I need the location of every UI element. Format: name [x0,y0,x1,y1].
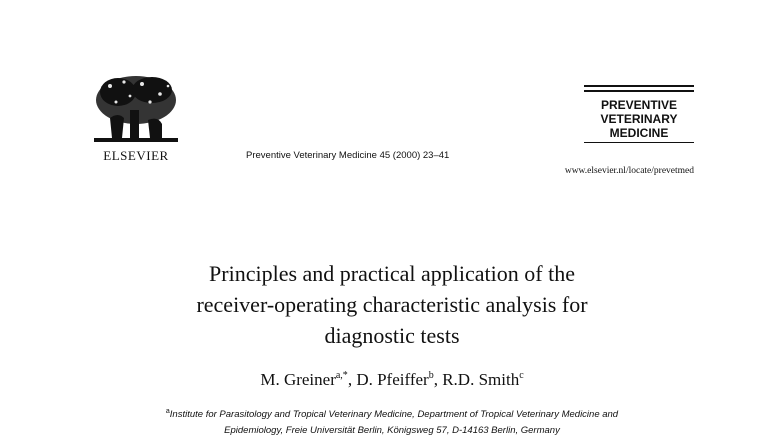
title-line: diagnostic tests [324,323,460,348]
author-name: R.D. Smith [442,370,520,389]
author-affiliation-marker: a,* [335,370,348,381]
author-name: M. Greiner [260,370,336,389]
journal-title-line: VETERINARY [600,112,678,126]
affiliation-line: Epidemiology, Freie Universität Berlin, Königsweg 57, D-14163 Berlin, Germany [224,425,560,436]
masthead-rule [584,90,694,92]
tree-icon [90,72,182,146]
author-affiliation-marker: b [428,370,434,381]
title-line: Principles and practical application of the [209,261,575,286]
journal-title-line: MEDICINE [609,126,669,140]
journal-title-line: PREVENTIVE [600,98,678,112]
elsevier-wordmark: ELSEVIER [103,148,169,163]
title-line: receiver-operating characteristic analysis for [196,292,588,317]
masthead-bottom-rule [584,142,694,143]
journal-url[interactable]: www.elsevier.nl/locate/prevetmed [564,166,694,176]
paper-title [0,258,784,351]
author-name: D. Pfeiffer [356,370,429,389]
author-separator: , [433,370,443,389]
journal-citation: Preventive Veterinary Medicine 45 (2000) 23–41 [246,150,450,161]
affiliation [0,404,784,439]
elsevier-logo [90,72,182,164]
affiliation-text: Institute for Parasitology and Tropical Veterinary Medicine, Department of Tropical Veterinary Medicine and [169,409,619,420]
masthead-rule [584,85,694,87]
author-list [0,370,784,390]
affiliation-marker: a [165,408,170,415]
journal-title [584,98,694,140]
affiliation-line [0,404,784,423]
author-affiliation-marker: c [519,370,524,381]
journal-masthead [584,85,694,143]
author-separator: , [347,370,357,389]
